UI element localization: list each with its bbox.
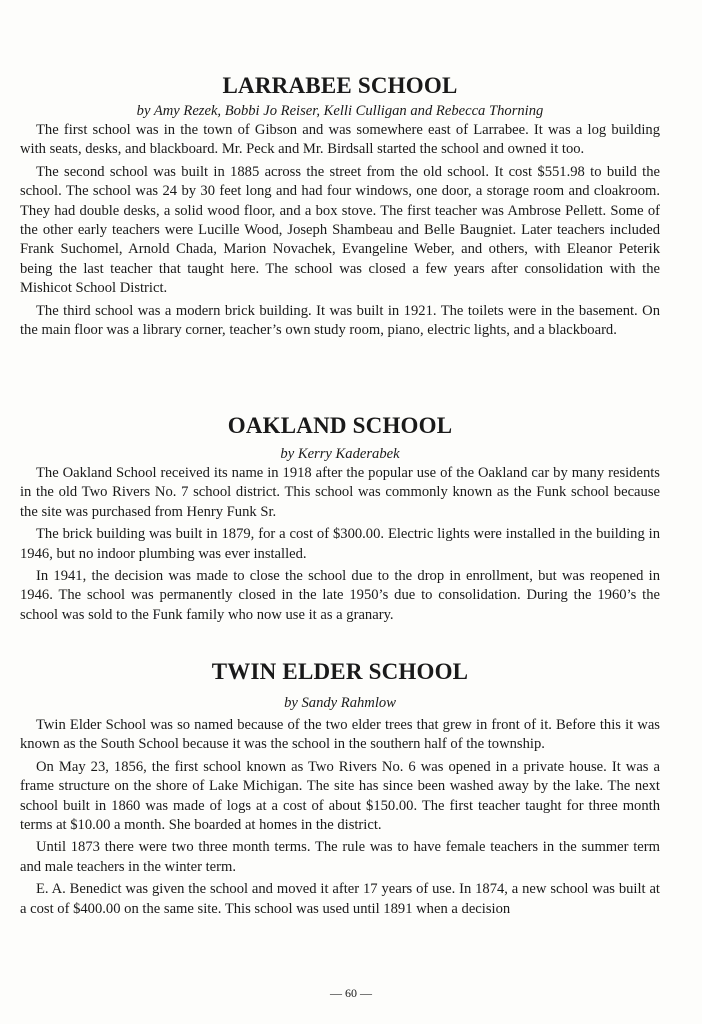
section-title: LARRABEE SCHOOL — [222, 73, 458, 98]
article-oakland — [20, 412, 660, 625]
paragraph: In 1941, the decision was made to close the school due to the drop in enrollment, but was reopened in 1946. The school was permanently closed in the late 1950’s due to consolidation. During the 1960’s the school was sold to the Funk family who now use it as a granary. — [20, 568, 660, 623]
paragraph: The Oakland School received its name in 1918 after the popular use of the Oakland car by many residents in the old Two Rivers No. 7 school district. This school was commonly known as the Funk school because the site was purchased from Henry Funk Sr. — [20, 465, 660, 520]
article-twin-elder — [20, 658, 660, 919]
paragraph: On May 23, 1856, the first school known as Two Rivers No. 6 was opened in a private house. It was a frame structure on the shore of Lake Michigan. The site has since been washed away by the lake. The next school built in 1860 was made of logs at a cost of about $150.00. The first teacher taught for three month terms at $10.00 a month. She boarded at homes in the district. — [20, 758, 660, 834]
paragraph: Until 1873 there were two three month terms. The rule was to have female teachers in the summer term and male teachers in the winter term. — [20, 839, 660, 875]
paragraph: The brick building was built in 1879, for a cost of $300.00. Electric lights were installed in the building in 1946, but no indoor plumbing was ever installed. — [20, 526, 660, 562]
page-number: — 60 — — [330, 986, 372, 1000]
section-title: TWIN ELDER SCHOOL — [211, 659, 469, 684]
paragraph: The first school was in the town of Gibson and was somewhere east of Larrabee. It was a log building with seats, desks, and blackboard. Mr. Peck and Mr. Birdsall started the school and owned it too. — [20, 122, 660, 158]
article-larrabee — [20, 72, 660, 340]
paragraph: The second school was built in 1885 across the street from the old school. It cost $551.98 to build the school. The school was 24 by 30 feet long and had four windows, one door, a storage room and cloakroom. They had double desks, a solid wood floor, and a box stove. The first teacher was Ambrose Pellett. Some of the other early teachers were Lucille Wood, Joseph Shambeau and Belle Baugniet. Later teachers included Frank Suchomel, Arnold Chada, Marion Novachek, Evangeline Weber, and others, with Eleanor Peterik being the last teacher that taught here. The school was closed a few years after consolidation with the Mishicot School District. — [20, 163, 660, 297]
byline: by Kerry Kaderabek — [280, 446, 400, 462]
byline: by Amy Rezek, Bobbi Jo Reiser, Kelli Culligan and Rebecca Thorning — [136, 103, 544, 119]
byline: by Sandy Rahmlow — [284, 695, 396, 711]
paragraph: Twin Elder School was so named because of the two elder trees that grew in front of it. Before this it was known as the South School because it was the school in the southern half of the township. — [20, 717, 660, 753]
paragraph: The third school was a modern brick building. It was built in 1921. The toilets were in the basement. On the main floor was a library corner, teacher’s own study room, piano, electric lights, and a blackboard. — [20, 302, 660, 339]
section-title: OAKLAND SCHOOL — [227, 413, 453, 438]
paragraph: E. A. Benedict was given the school and moved it after 17 years of use. In 1874, a new school was built at a cost of $400.00 on the same site. This school was used until 1891 when a decision — [20, 881, 660, 917]
